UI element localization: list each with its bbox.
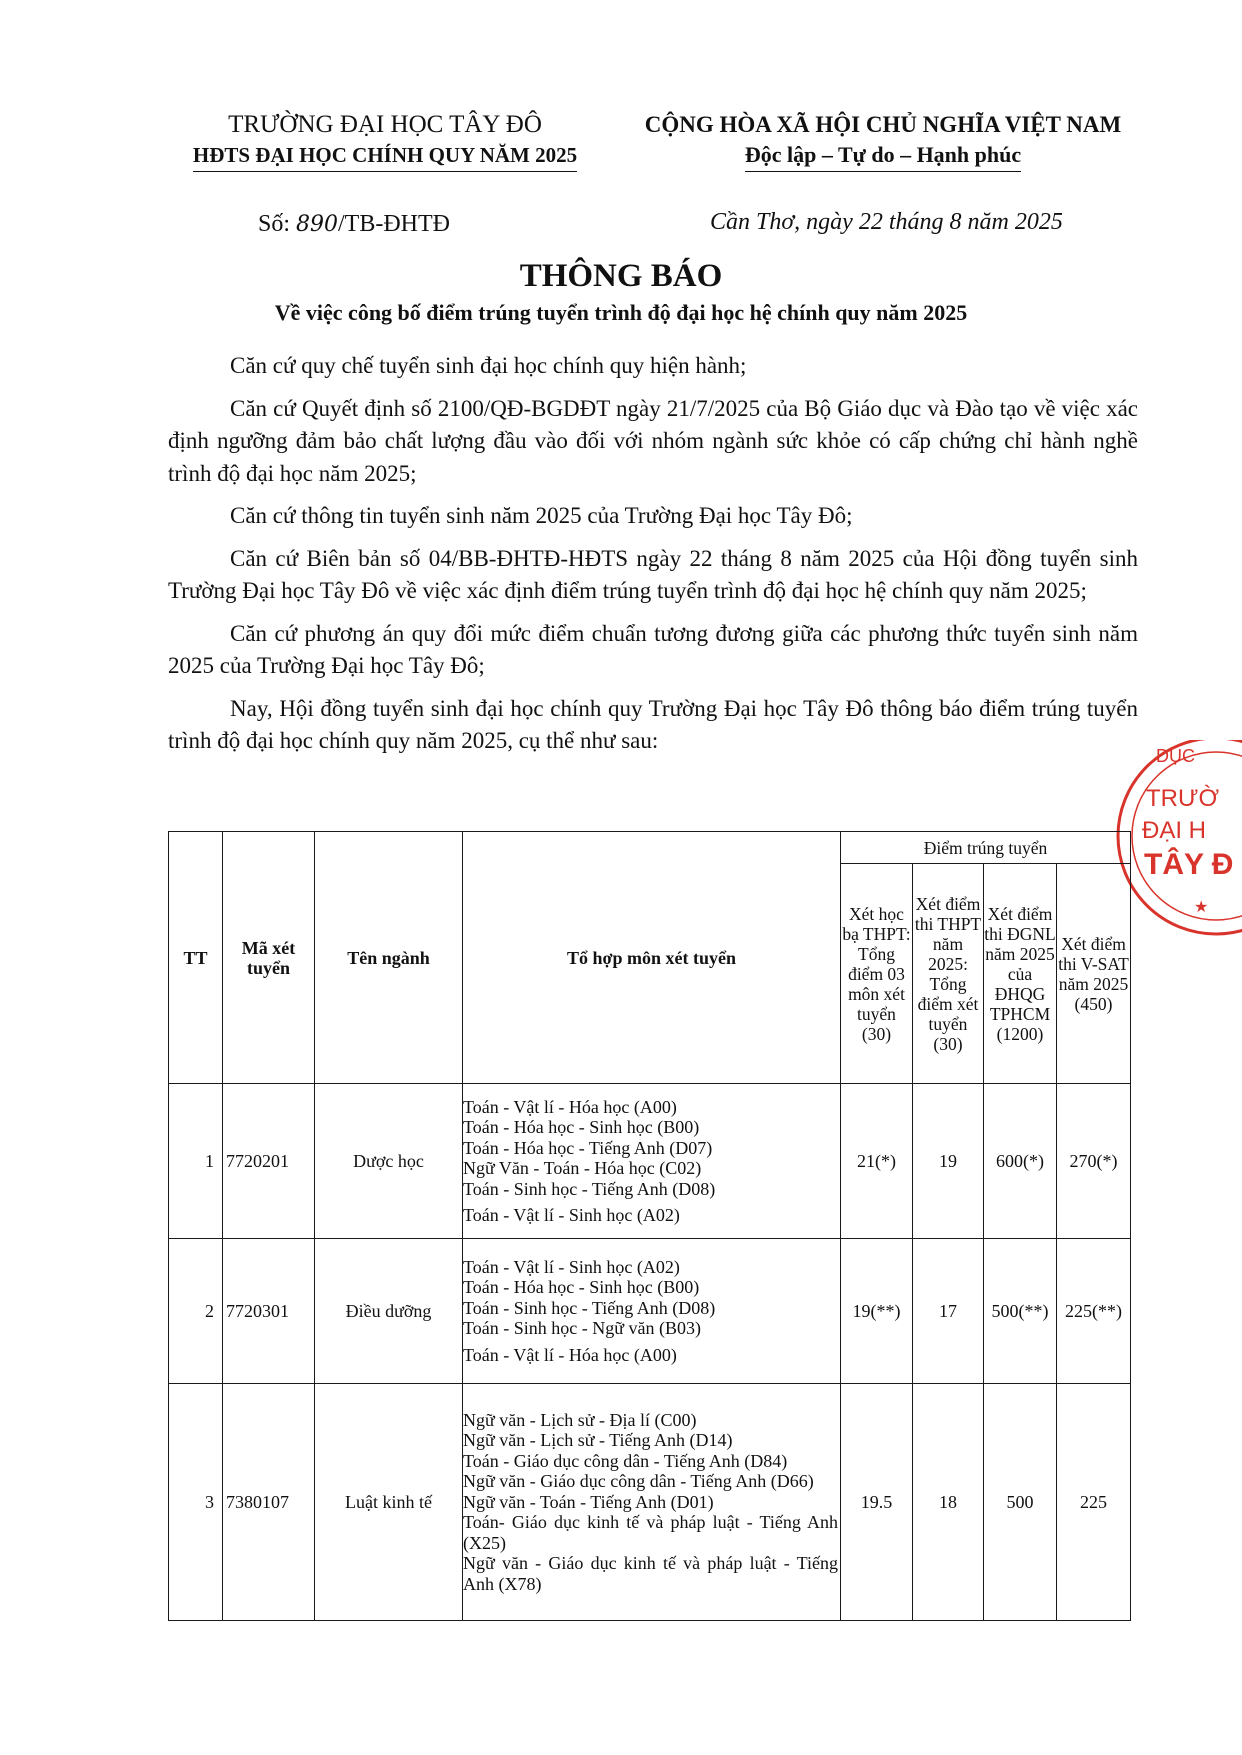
- seal-text-line1: TRƯỜ: [1146, 785, 1220, 812]
- doc-number-handwritten: 890: [296, 212, 339, 237]
- row-major: Điều dưỡng: [315, 1239, 463, 1384]
- motto-text: Độc lập – Tự do – Hạnh phúc: [745, 140, 1021, 172]
- combo-item: Toán - Sinh học - Ngữ văn (B03): [463, 1318, 701, 1339]
- row-score-dgnl: 500: [984, 1384, 1057, 1621]
- motto: [618, 140, 1148, 172]
- row-code: 7380107: [223, 1384, 315, 1621]
- combo-item: Toán - Vật lí - Hóa học (A00): [463, 1096, 677, 1117]
- paragraph: Căn cứ Biên bản số 04/BB-ĐHTĐ-HĐTS ngày 22 tháng 8 năm 2025 của Hội đồng tuyển sinh Trường Đại học Tây Đô về việc xác định điểm trúng tuyển trình độ đại học hệ chính quy năm 2025;: [168, 545, 1138, 603]
- combo-item: Toán - Vật lí - Hóa học (A00): [463, 1344, 677, 1365]
- paragraph: Căn cứ phương án quy đổi mức điểm chuẩn tương đương giữa các phương thức tuyển sinh năm 2025 của Trường Đại học Tây Đô;: [168, 620, 1138, 678]
- combo-item: Ngữ văn - Giáo dục công dân - Tiếng Anh (D66): [463, 1471, 814, 1492]
- header-score-group: Điểm trúng tuyển: [841, 832, 1131, 864]
- issuer-name: TRƯỜNG ĐẠI HỌC TÂY ĐÔ: [228, 111, 542, 138]
- combo-item: Ngữ Văn - Toán - Hóa học (C02): [463, 1158, 702, 1178]
- row-combos: [463, 1084, 841, 1239]
- combo-item: Toán - Vật lí - Sinh học (A02): [463, 1256, 680, 1277]
- document-body: [168, 350, 1138, 768]
- seal-star-icon: ★: [1194, 897, 1209, 916]
- row-score-hocba: 19.5: [841, 1384, 913, 1621]
- row-score-thpt: 17: [913, 1239, 984, 1384]
- header-major: Tên ngành: [315, 832, 463, 1084]
- combo-item: Ngữ văn - Giáo dục kinh tế và pháp luật - Tiếng Anh (X78): [463, 1553, 838, 1594]
- combo-item: Toán - Sinh học - Tiếng Anh (D08): [463, 1297, 716, 1318]
- combo-item: Toán- Giáo dục kinh tế và pháp luật - Tiếng Anh (X25): [463, 1512, 838, 1553]
- page-subtitle: Về việc công bố điểm trúng tuyển trình độ đại học hệ chính quy năm 2025: [274, 300, 968, 325]
- paragraph: Căn cứ quy chế tuyển sinh đại học chính quy hiện hành;: [230, 353, 747, 378]
- row-tt: 2: [169, 1239, 223, 1384]
- document-number: [258, 211, 450, 238]
- row-combos: [463, 1239, 841, 1384]
- page-title: THÔNG BÁO: [519, 258, 723, 294]
- row-score-hocba: 21(*): [841, 1084, 913, 1239]
- combo-item: Ngữ văn - Lịch sử - Tiếng Anh (D14): [463, 1430, 733, 1451]
- row-score-vsat: 225(**): [1057, 1239, 1131, 1384]
- seal-text-line3: TÂY Đ: [1144, 848, 1234, 881]
- table-row: [169, 1084, 1131, 1239]
- row-score-hocba: 19(**): [841, 1239, 913, 1384]
- place-date: Cần Thơ, ngày 22 tháng 8 năm 2025: [710, 209, 1063, 235]
- issuer-council-text: HĐTS ĐẠI HỌC CHÍNH QUY NĂM 2025: [193, 140, 577, 172]
- issuer-block: [150, 110, 620, 172]
- row-major: Dược học: [315, 1084, 463, 1239]
- seal-text-top: DỤC: [1156, 746, 1195, 766]
- row-combos: [463, 1384, 841, 1621]
- paragraph: Căn cứ thông tin tuyển sinh năm 2025 của Trường Đại học Tây Đô;: [230, 503, 853, 528]
- header-vsat: Xét điểm thi V-SAT năm 2025 (450): [1057, 864, 1131, 1084]
- doc-number-suffix: /TB-ĐHTĐ: [338, 211, 450, 237]
- issuer-council: [150, 140, 620, 172]
- row-tt: 1: [169, 1084, 223, 1239]
- row-score-thpt: 18: [913, 1384, 984, 1621]
- table-row: [169, 1384, 1131, 1621]
- row-major: Luật kinh tế: [315, 1384, 463, 1621]
- paragraph: Nay, Hội đồng tuyển sinh đại học chính quy Trường Đại học Tây Đô thông báo điểm trúng tuyển trình độ đại học chính quy năm 2025, cụ thể như sau:: [168, 695, 1138, 753]
- row-code: 7720301: [223, 1239, 315, 1384]
- combo-item: Toán - Hóa học - Sinh học (B00): [463, 1277, 700, 1298]
- doc-number-prefix: Số:: [258, 211, 297, 237]
- combo-item: Toán - Hóa học - Tiếng Anh (D07): [463, 1137, 713, 1158]
- row-score-dgnl: 500(**): [984, 1239, 1057, 1384]
- row-score-thpt: 19: [913, 1084, 984, 1239]
- header-tt: TT: [169, 832, 223, 1084]
- header-combos: Tổ hợp môn xét tuyển: [463, 832, 841, 1084]
- combo-item: Ngữ văn - Lịch sử - Địa lí (C00): [463, 1409, 697, 1430]
- row-score-vsat: 270(*): [1057, 1084, 1131, 1239]
- paragraph: Căn cứ Quyết định số 2100/QĐ-BGDĐT ngày 21/7/2025 của Bộ Giáo dục và Đào tạo về việc xác định ngưỡng đảm bảo chất lượng đầu vào đối với nhóm ngành sức khỏe có cấp chứng chỉ hành nghề trình độ đại học năm 2025;: [168, 395, 1138, 486]
- admission-score-table: [168, 831, 1131, 1621]
- national-motto-block: [618, 110, 1148, 172]
- header-dgnl: Xét điểm thi ĐGNL năm 2025 của ĐHQG TPHCM (1200): [984, 864, 1057, 1084]
- seal-text-line2: ĐẠI H: [1142, 817, 1207, 844]
- row-tt: 3: [169, 1384, 223, 1621]
- combo-item: Toán - Giáo dục công dân - Tiếng Anh (D84): [463, 1450, 788, 1471]
- country-name: CỘNG HÒA XÃ HỘI CHỦ NGHĨA VIỆT NAM: [644, 112, 1122, 137]
- combo-item: Toán - Sinh học - Tiếng Anh (D08): [463, 1178, 716, 1199]
- combo-item: Toán - Vật lí - Sinh học (A02): [463, 1205, 680, 1225]
- row-score-dgnl: 600(*): [984, 1084, 1057, 1239]
- header-code: Mã xét tuyển: [223, 832, 315, 1084]
- combo-item: Ngữ văn - Toán - Tiếng Anh (D01): [463, 1491, 714, 1512]
- table-row: [169, 1239, 1131, 1384]
- row-code: 7720201: [223, 1084, 315, 1239]
- header-hocba: Xét học bạ THPT: Tổng điểm 03 môn xét tuyển (30): [841, 864, 913, 1084]
- row-score-vsat: 225: [1057, 1384, 1131, 1621]
- header-thpt: Xét điểm thi THPT năm 2025: Tổng điểm xét tuyển (30): [913, 864, 984, 1084]
- combo-item: Toán - Hóa học - Sinh học (B00): [463, 1117, 700, 1137]
